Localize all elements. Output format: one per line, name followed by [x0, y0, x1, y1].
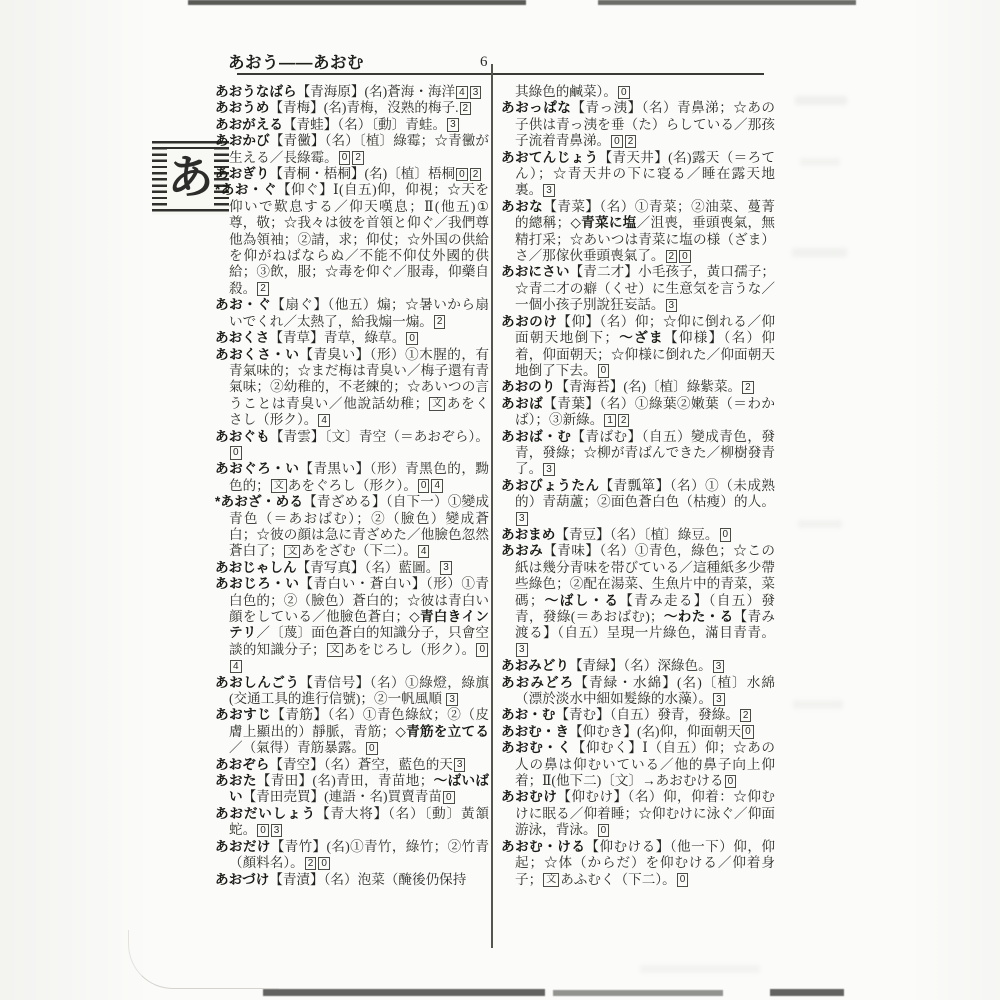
headword-kanji: 【青む】: [555, 707, 610, 723]
accent-box: 3: [454, 758, 466, 772]
headword-kanji: 【青漬】: [269, 871, 324, 887]
accent-box: 0: [677, 873, 689, 887]
header-guide-words: あおう――あおむ: [228, 54, 364, 72]
headword: あおば・む: [501, 428, 572, 444]
headword-kanji: 【青っ洟】: [571, 100, 642, 116]
headword-kanji: 【青黴】: [269, 133, 325, 149]
headword: あおかび: [215, 133, 270, 149]
headword: *あおざ・める: [215, 494, 304, 510]
headword-kanji: 【青菜】: [543, 198, 600, 214]
headword-kanji: 【青草】: [269, 330, 324, 346]
dictionary-entry: [215, 773, 489, 806]
entry-text: Ⅰ(自五)仰，仰視；☆天を仰いで歎息する／仰天嘆息；Ⅱ(他五)①尊，敬；☆我々は彼を首領と仰ぐ／我們尊他為領袖；②請，求；仰仗；☆外国の供給を仰がねばならぬ／不能不仰仗外國的供給；③飲，服；☆毒を仰ぐ／服毒，仰藥自殺。: [229, 182, 489, 296]
entry-text: （名）仰着，仰面朝天；☆仰様に倒れた／仰面朝天地倒了下去。: [515, 330, 776, 378]
accent-box: 3: [271, 824, 283, 838]
accent-box: 0: [406, 332, 418, 346]
headword-kanji: 【青田売買】: [242, 789, 325, 805]
dictionary-entry: [501, 789, 775, 838]
headword-kanji: 【青ざめる】: [303, 494, 386, 510]
dictionary-entry: [215, 576, 489, 674]
headword: あおまめ: [501, 526, 556, 542]
dictionary-entry: [215, 133, 489, 166]
headword: あおだけ: [215, 838, 271, 854]
entry-text: （他五）煽；☆暑いから扇いでくれ／太熱了，給我煽一煽。: [229, 297, 490, 329]
accent-box: 2: [625, 135, 637, 149]
entry-text: （自五）變成青色，發青，發綠；☆柳が青ばんできた／柳樹發青了。: [515, 428, 776, 477]
headword-kanji: 【青田】: [256, 773, 313, 789]
accent-box: 0: [257, 824, 269, 838]
entry-text: (名)蒼海・海洋: [364, 84, 456, 99]
headword-kanji: 【扇ぐ】: [271, 297, 328, 313]
headword: あお・む: [501, 707, 556, 723]
headword-kanji: 【青雲】: [269, 428, 325, 444]
entry-text: ／沮喪，垂頭喪氣，無精打采；☆あいつは青菜に塩の様（ざま）さ／那傢伙垂頭喪氣了。: [515, 215, 775, 264]
accent-box: 3: [713, 660, 725, 674]
entry-text: （形）①木腥的，有青氣味的；☆まだ梅は青臭い／梅子還有青氣味；②幼稚的，不老練的；☆あいつの言うことは青臭い／他說話幼稚；: [229, 346, 490, 411]
entry-text: （他一下）仰，仰起；☆体（からだ）を仰むける／仰着身子；: [515, 838, 776, 887]
headword: あおみ: [501, 543, 544, 559]
entry-text: （名）①綠葉②嫩葉（＝わかば）；③新綠。: [515, 395, 776, 428]
entry-text: （自五）發青，發綠。: [609, 707, 739, 723]
headword: あおくさ: [215, 330, 270, 346]
page-corner-curve: [128, 930, 279, 989]
dictionary-entry: [215, 675, 489, 708]
page-number: 6: [480, 54, 488, 70]
accent-box: 2: [740, 709, 752, 723]
headword: あおじゃしん: [215, 559, 297, 575]
accent-box: 0: [366, 742, 378, 756]
entry-text: あふむく（下二）。: [560, 871, 676, 887]
show-through-smudge: [798, 520, 842, 528]
sub-headword: ～ばいばい: [229, 773, 490, 805]
entry-text: （名）〔動〕黃頷蛇。: [229, 805, 490, 838]
headword: あおのり: [501, 379, 556, 395]
dictionary-entry: [215, 707, 489, 756]
headword-kanji: 【青海原】: [296, 84, 365, 99]
accent-box: 文: [429, 397, 445, 411]
headword-kanji: 【青空】: [269, 756, 324, 772]
headword-kanji: 【青み渡る】: [515, 609, 776, 641]
entry-text: 其綠色的鹹菜）。: [515, 84, 617, 99]
headword-kanji: 【青信号】: [299, 674, 370, 690]
accent-box: 0: [618, 86, 630, 100]
entry-text: （名）〔植〕綠豆。: [609, 526, 719, 542]
headword-kanji: 【青黒い】: [299, 461, 370, 477]
headword-kanji: 【青蛙】: [282, 116, 338, 132]
header-rule: [237, 73, 764, 75]
entry-text: （名）〔植〕綠霉；☆青黴が生える／長綠霉。: [229, 133, 490, 165]
headword: あおぎり: [215, 166, 270, 182]
accent-box: 4: [456, 86, 468, 100]
headword-kanji: 【青味】: [543, 543, 600, 559]
entry-text: （名）泡菜（醃後仍保持: [323, 871, 467, 887]
headword-kanji: 【青白い・蒼白い】: [299, 576, 426, 592]
dictionary-entry: [501, 429, 775, 478]
page-edge-shading-left: [0, 0, 150, 1000]
entry-text: （名）仰；☆仰に倒れる／仰面朝天地倒下；: [515, 313, 776, 346]
accent-box: 0: [611, 135, 623, 149]
dictionary-entry: [215, 182, 489, 297]
headword-kanji: 【青ばむ】: [571, 428, 642, 444]
headword-kanji: 【青大将】: [315, 805, 389, 821]
entry-text: (名)仰，仰面朝天: [636, 723, 742, 739]
dictionary-entry: [501, 658, 775, 674]
headword: あおじろ・い: [215, 576, 300, 592]
headword: あおうめ: [215, 100, 270, 116]
headword: あおば: [501, 395, 544, 411]
dictionary-entry: [215, 560, 489, 576]
headword-kanji: 【青み走る】: [619, 592, 709, 608]
headword: あおな: [501, 198, 544, 214]
headword: あおむ・き: [501, 723, 569, 739]
accent-box: 3: [713, 693, 725, 707]
dictionary-entry: [501, 740, 775, 789]
headword-kanji: 【青海苔】: [555, 379, 624, 395]
entry-text: （名）〔動〕青蛙。: [337, 116, 447, 132]
accent-box: 4: [418, 545, 430, 559]
dictionary-entry: [215, 297, 489, 330]
sub-headword: ◇青筋を立てる: [395, 723, 489, 739]
entry-text: （名）①綠燈，綠旗(交通工具的進行信號)；②一帆風順: [229, 674, 490, 707]
accent-box: 3: [470, 86, 482, 100]
headword-kanji: 【青豆】: [555, 526, 610, 542]
headword: あおづけ: [215, 871, 270, 887]
accent-box: 2: [434, 315, 446, 329]
entry-text: （自下一）①變成青色（＝あおばむ）；②（臉色）變成蒼白；☆彼の顔は急に青ざめた／他臉色忽然蒼白了；: [229, 494, 489, 559]
accent-box: 2: [257, 282, 269, 296]
right-column: [501, 84, 775, 888]
dictionary-entry: [215, 347, 489, 429]
headword-kanji: 【青二才】: [569, 264, 639, 280]
left-column: [215, 84, 489, 888]
scan-artifact-bottom: [770, 989, 844, 996]
accent-box: 2: [352, 151, 364, 165]
headword: あおだいしょう: [215, 805, 316, 821]
sub-headword: ～ざま: [617, 330, 664, 346]
dictionary-entry: [215, 494, 489, 560]
accent-box: 0: [742, 725, 754, 739]
dictionary-entry: [501, 527, 775, 543]
entry-text: （名）①青色綠紋；②（皮膚上顯出的）靜脈，青筋；: [229, 707, 490, 739]
dictionary-entry: [501, 199, 775, 265]
entry-text: ／〔蔑〕面色蒼白的知識分子，只會空談的知識分子；: [229, 625, 490, 657]
dictionary-entry: [215, 757, 489, 773]
accent-box: 4: [431, 479, 443, 493]
show-through-smudge: [800, 158, 840, 166]
accent-box: 0: [476, 643, 488, 657]
accent-box: 0: [598, 824, 610, 838]
entry-text: 青草，綠草。: [323, 330, 406, 346]
headword-kanji: 【青梅】: [269, 100, 324, 116]
headword: あおてんじょう: [501, 149, 599, 165]
dictionary-entry: [215, 872, 489, 888]
dictionary-entry: [215, 330, 489, 346]
scan-artifact-bottom: [553, 990, 723, 996]
headword: あおぞら: [215, 756, 270, 772]
dictionary-entry: [501, 396, 775, 429]
entry-text: （名）蒼空，藍色的天: [323, 756, 453, 772]
entry-text: あをぐろし（形ク）。: [287, 477, 417, 493]
accent-box: 3: [516, 512, 528, 526]
accent-box: 0: [598, 364, 610, 378]
accent-box: 4: [318, 414, 330, 428]
headword-kanji: 【青緑】: [568, 658, 624, 674]
headword-kanji: 【青葉】: [543, 395, 600, 411]
headword: あおむ・く: [501, 740, 572, 756]
dictionary-entry: [501, 478, 775, 527]
page-edge-shading-right: [910, 0, 1000, 1000]
entry-text: 小毛孩子，黃口孺子；☆青二才の癖（くせ）に生意気を言うな／一個小孩子別說狂妄話。: [515, 264, 776, 313]
accent-box: 4: [230, 660, 242, 674]
thumb-index-tab-label: あ: [167, 151, 214, 203]
dictionary-entry: [501, 707, 775, 723]
headword: あおにさい: [501, 264, 570, 280]
entry-text: (名)露天（＝ろてん）；☆青天井の下に寝る／睡在露天地裏。: [515, 149, 775, 198]
sub-headword: ◇青菜に塩: [570, 215, 637, 231]
accent-box: 文: [327, 643, 343, 657]
entry-text: （形）青黑色的，黝色的；: [229, 461, 490, 493]
headword: あおっぱな: [501, 100, 572, 116]
accent-box: 1: [604, 414, 616, 428]
entry-text: (連語・名)買賣青苗: [324, 789, 442, 805]
headword: あおがえる: [215, 116, 283, 132]
accent-box: 0: [339, 151, 351, 165]
headword-kanji: 【仰むく】: [571, 740, 643, 756]
entry-text: 〔文〕青空（＝あおぞら）。: [324, 428, 490, 444]
headword-kanji: 【青緑・水綿】: [574, 674, 677, 690]
headword-kanji: 【仰ぐ】: [276, 182, 334, 198]
headword-kanji: 【青写真】: [296, 559, 365, 575]
dictionary-entry: [215, 100, 489, 116]
accent-box: 2: [666, 250, 678, 264]
accent-box: 2: [305, 857, 317, 871]
dictionary-entry: [215, 461, 489, 494]
dictionary-entry: [215, 117, 489, 133]
entry-text: あをじろし（形ク）。: [343, 641, 476, 657]
headword: あおびょうたん: [501, 477, 600, 493]
headword: あおた: [215, 773, 257, 789]
show-through-smudge: [793, 700, 843, 709]
headword-kanji: 【青臭い】: [299, 346, 370, 362]
headword: あおむ・ける: [501, 838, 586, 854]
headword-kanji: 【仰様】: [663, 330, 724, 346]
show-through-smudge: [640, 965, 760, 973]
accent-box: 0: [418, 479, 430, 493]
entry-text: （名）仰，仰着：☆仰むけに眠る／仰着睡；☆仰むけに泳ぐ／仰面游泳，背泳。: [515, 789, 776, 838]
dictionary-entry: [501, 839, 775, 888]
dictionary-entry: [215, 429, 489, 462]
accent-box: 2: [618, 414, 630, 428]
entry-text: （名）①（未成熟的）青葫蘆；②面色蒼白色（枯瘦）的人。: [515, 477, 776, 510]
dictionary-entry: [215, 166, 489, 182]
show-through-smudge: [792, 248, 847, 257]
entry-text: （名）藍圖。: [364, 559, 440, 575]
entry-text: (名)〔植〕綠紫菜。: [623, 379, 742, 395]
accent-box: 0: [443, 791, 455, 805]
column-divider: [491, 64, 493, 948]
accent-box: 0: [230, 446, 242, 460]
entry-text: (名)青田，青苗地；: [312, 773, 434, 789]
dictionary-entry: [501, 379, 775, 395]
entry-text: （形）①青白色的；②（臉色）蒼白的；☆彼は青白い顔をしている／他臉色蒼白；: [229, 576, 490, 624]
entry-text: (名)〔植〕水綿（漂於淡水中細如髮綠的水藻）。: [515, 674, 776, 707]
headword-kanji: 【仰】: [557, 313, 600, 329]
entry-text: （名）深綠色。: [623, 658, 712, 674]
headword-kanji: 【青桐・梧桐】: [269, 166, 365, 182]
accent-box: 0: [679, 250, 691, 264]
headword-kanji: 【青竹】: [270, 838, 327, 854]
headword: あお・ぐ: [215, 297, 272, 313]
thumb-index-tab-inner: [167, 149, 214, 206]
accent-box: 3: [543, 463, 555, 477]
dictionary-entry: [215, 84, 489, 100]
headword-kanji: 【青瓢箪】: [599, 477, 670, 493]
headword: あおみどり: [501, 658, 569, 674]
accent-box: 3: [516, 643, 528, 657]
headword-kanji: 【仰むき】: [568, 723, 637, 739]
entry-text: (名)〔植〕梧桐: [364, 166, 456, 182]
accent-box: 0: [318, 857, 330, 871]
headword: あおうなばら: [215, 84, 297, 99]
entry-text: （自五）呈現一片綠色，滿目青青。: [557, 625, 775, 641]
headword: あおみどろ: [501, 674, 575, 690]
dictionary-entry: [501, 675, 775, 708]
accent-box: 3: [543, 184, 555, 198]
accent-box: 文: [284, 545, 300, 559]
headword: あおくさ・い: [215, 346, 300, 362]
dictionary-entry: [501, 314, 775, 380]
headword-kanji: 【青筋】: [271, 707, 328, 723]
accent-box: 3: [447, 118, 459, 132]
accent-box: 2: [470, 168, 482, 182]
entry-text: ／（氣得）青筋暴露。: [229, 740, 365, 756]
entry-text: （自五）發青，發綠(＝あおばむ)；: [515, 592, 776, 624]
sub-headword: ～わた・る: [663, 609, 734, 624]
sub-headword: ～ばし・る: [543, 592, 620, 608]
sub-headword: ◇青白きインテリ: [229, 609, 489, 641]
dictionary-entry: [501, 84, 775, 100]
show-through-smudge: [795, 96, 847, 105]
accent-box: 0: [456, 168, 468, 182]
headword: *あお・ぐ: [215, 182, 277, 198]
entry-text: (名)青梅，沒熟的梅子.: [323, 100, 459, 116]
dictionary-entry: [501, 150, 775, 199]
dictionary-entry: [501, 724, 775, 740]
scan-artifact-bottom: [263, 989, 545, 996]
scan-artifact-top: [598, 0, 856, 5]
headword: あおむけ: [501, 789, 558, 805]
headword-kanji: 【仰むけ】: [557, 789, 628, 805]
entry-text: （名）青鼻涕；☆あの子供は青っ洟を垂（た）らしている／那孩子流着青鼻涕。: [515, 100, 776, 149]
dictionary-entry: [501, 100, 775, 149]
headword-kanji: 【青天井】: [598, 149, 669, 165]
entry-text: （名）①青菜；②油菜、蔓菁的總稱；: [515, 198, 776, 231]
accent-box: 文: [543, 873, 559, 887]
entry-text: Ⅰ（自五）仰；☆あの人の鼻は仰むいている／他的鼻子向上仰着；Ⅱ(他下二)〔文〕→あおむける: [515, 740, 776, 789]
accent-box: 3: [446, 693, 458, 707]
headword: あおのけ: [501, 313, 558, 329]
dictionary-entry: [215, 839, 489, 872]
entry-text: あをくさし（形ク）。: [229, 395, 490, 428]
accent-box: 0: [720, 528, 732, 542]
accent-box: 2: [742, 381, 754, 395]
headword: あおぐろ・い: [215, 461, 300, 477]
accent-box: 3: [440, 561, 452, 575]
dictionary-entry: [215, 806, 489, 839]
scan-artifact-top: [188, 0, 526, 5]
entry-text: （名）①青色，綠色；☆この紙は幾分青味を帯びている／這種紙多少帶些綠色；②配在湯菜、生魚片中的青菜，菜碼；: [515, 543, 776, 608]
accent-box: 0: [725, 775, 737, 789]
headword: あおしんごう: [215, 674, 300, 690]
headword: あおすじ: [215, 707, 272, 723]
entry-text: (名)①青竹，綠竹；②竹青（顏料名）。: [229, 838, 490, 871]
headword: あおぐも: [215, 428, 270, 444]
accent-box: 2: [460, 102, 472, 116]
dictionary-entry: [501, 264, 775, 313]
entry-text: あをざむ（下二）。: [301, 543, 417, 559]
accent-box: 3: [666, 299, 678, 313]
headword-kanji: 【仰むける】: [585, 838, 670, 854]
dictionary-entry: [501, 543, 775, 658]
accent-box: 文: [271, 479, 287, 493]
